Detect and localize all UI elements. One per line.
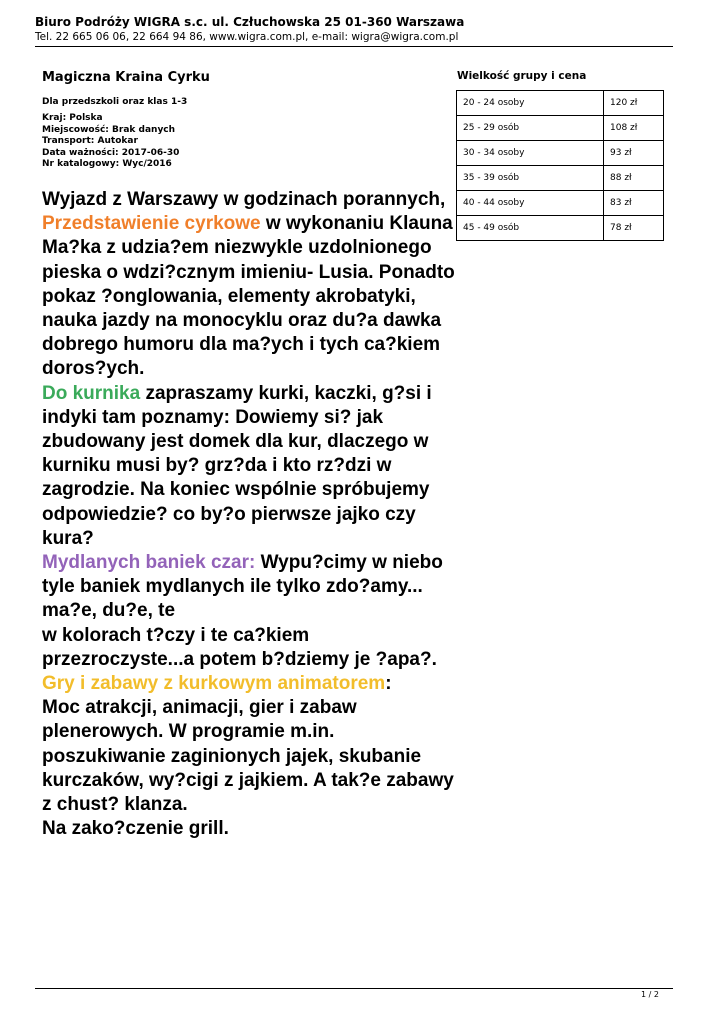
section-heading-bubbles: Mydlanych baniek czar: [42,552,256,574]
price-cell: 108 zł [604,116,664,141]
meta-country: Kraj: Polska [42,113,103,123]
offer-subtitle: Dla przedszkoli oraz klas 1-3 [42,97,188,107]
price-cell: 93 zł [604,141,664,166]
group-size-cell: 30 - 34 osoby [457,141,604,166]
table-row [457,141,664,166]
table-row [457,216,664,241]
table-row [457,116,664,141]
pricing-title: Wielkość grupy i cena [457,70,587,82]
program-description [42,188,462,841]
meta-valid-until: Data ważności: 2017-06-30 [42,147,180,158]
program-section-bubbles [42,551,462,624]
section-heading-henhouse: Do kurnika [42,382,141,404]
section-text-bubbles: Wypu?cimy w niebo tyle baniek mydlanych ile tylko zdo?amy... ma?e, du?e, te [42,552,443,622]
meta-transport: Transport: Autokar [42,136,138,146]
price-cell: 88 zł [604,166,664,191]
program-section-bubbles-continued: w kolorach t?czy i te ca?kiem przezroczyste...a potem b?dziemy je ?apa?. [42,624,437,670]
section-heading-circus: Przedstawienie cyrkowe [42,213,261,235]
meta-location: Miejscowość: Brak danych [42,124,176,135]
section-text-circus: w wykonaniu Klauna Ma?ka z udzia?em niezwykle uzdolnionego pieska o wdzi?cznym imieniu- Lusia. Ponadto pokaz ?onglowania, elementy akrobatyki, nauka jazdy na monocyklu oraz du?a dawka dobrego humoru dla ma?ych i tych ca?kiem doros?ych. [42,213,455,380]
group-size-cell: 35 - 39 osób [457,166,604,191]
program-section-henhouse [42,382,462,551]
section-text-henhouse: zapraszamy kurki, kaczki, g?si i indyki tam poznamy: Dowiemy si? jak zbudowany jest domek dla kur, dlaczego w kurniku musi by? grz?da i kto rz?dzi w zagrodzie. Na koniec wspólnie spróbujemy odpowiedzie? co by?o pierwsze jajko czy kura? [42,382,432,549]
program-section-circus [42,212,462,381]
offer-meta [42,113,179,171]
group-size-cell: 20 - 24 osoby [457,91,604,116]
meta-catalog-number: Nr katalogowy: Wyc/2016 [42,159,172,169]
pricing-table [456,90,664,241]
program-intro: Wyjazd z Warszawy w godzinach porannych, [42,189,446,210]
group-size-cell: 25 - 29 osób [457,116,604,141]
header-divider [35,46,673,47]
price-cell: 78 zł [604,216,664,241]
page-header [35,15,464,45]
price-cell: 83 zł [604,191,664,216]
price-cell: 120 zł [604,91,664,116]
program-section-games-heading [42,672,462,696]
table-row [457,91,664,116]
section-heading-colon: : [385,673,392,695]
footer-divider [35,988,673,989]
table-row [457,191,664,216]
program-closing: Na zako?czenie grill. [42,818,229,840]
section-heading-games: Gry i zabawy z kurkowym animatorem [42,673,386,695]
section-text-games: Moc atrakcji, animacji, gier i zabaw plenerowych. W programie m.in. poszukiwanie zaginionych jajek, skubanie kurczaków, wy?cigi z jajkiem. A tak?e zabawy z chust? klanza. [42,697,454,816]
contact-line: Tel. 22 665 06 06, 22 664 94 86, www.wigra.com.pl, e-mail: wigra@wigra.com.pl [35,31,459,43]
page-number: 1 / 2 [641,990,659,999]
group-size-cell: 40 - 44 osoby [457,191,604,216]
table-row [457,166,664,191]
offer-title: Magiczna Kraina Cyrku [42,70,210,85]
group-size-cell: 45 - 49 osób [457,216,604,241]
company-line: Biuro Podróży WIGRA s.c. ul. Człuchowska 25 01-360 Warszawa [35,15,465,29]
